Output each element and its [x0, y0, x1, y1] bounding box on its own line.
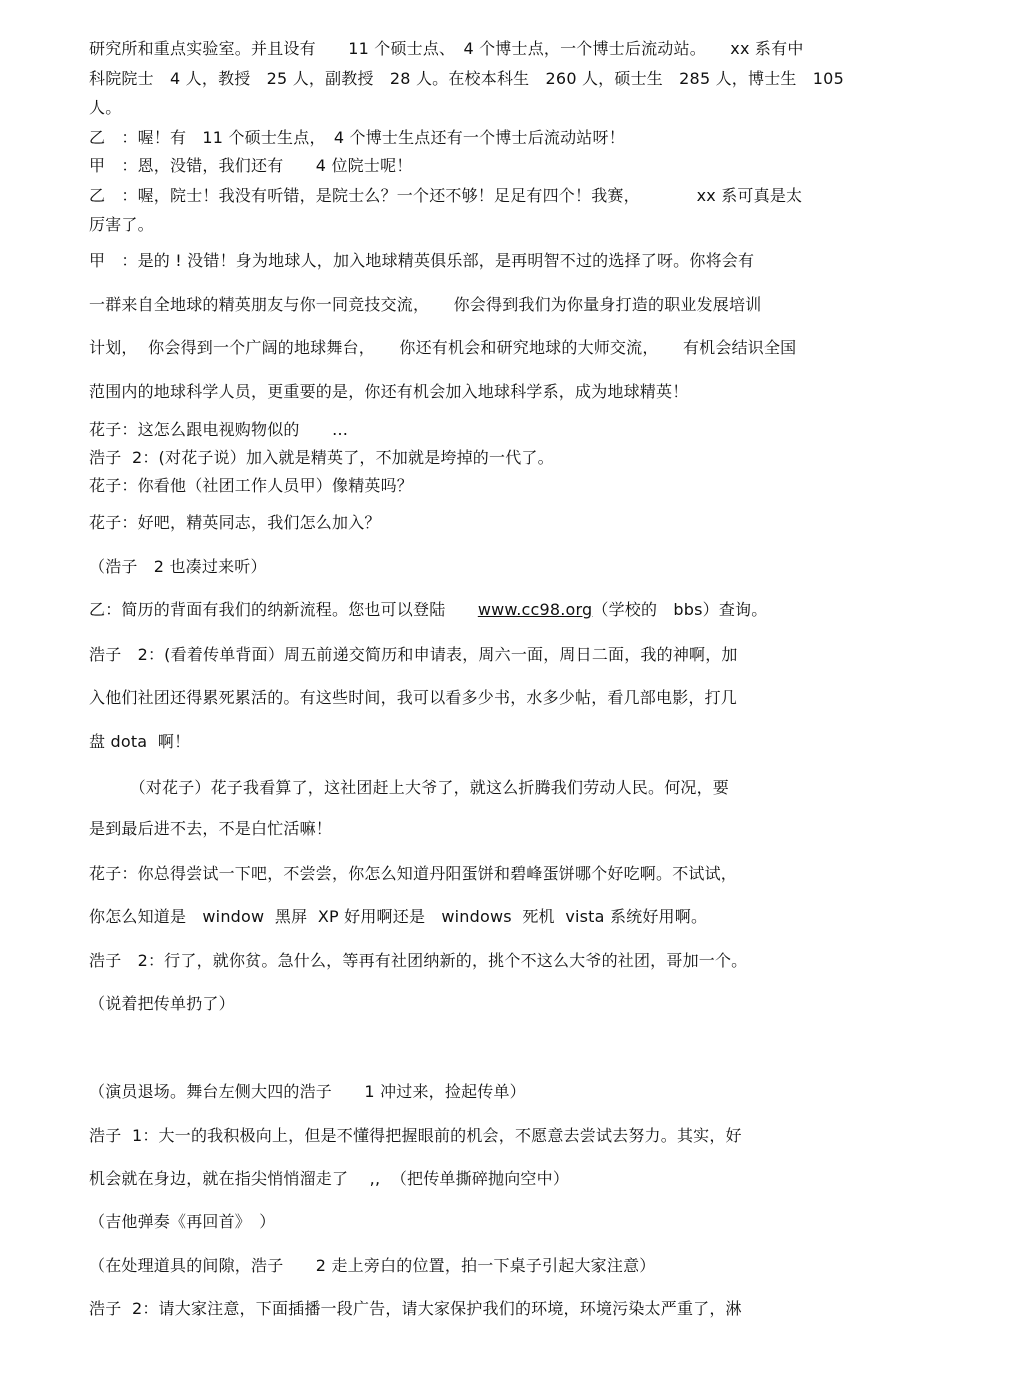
text-line: 浩子 2：请大家注意，下面插播一段广告，请大家保护我们的环境，环境污染太严重了，淋: [89, 1299, 742, 1318]
text-line: 花子：好吧，精英同志，我们怎么加入？: [89, 513, 381, 532]
text-line: 是到最后进不去，不是白忙活嘛！: [89, 819, 333, 838]
text-line: 花子：你总得尝试一下吧，不尝尝，你怎么知道丹阳蛋饼和碧峰蛋饼哪个好吃啊。不试试，: [89, 864, 738, 883]
text-line: （浩子 2 也凑过来听）: [89, 557, 267, 576]
text-line: 浩子 2：行了，就你贫。急什么，等再有社团纳新的，挑个不这么大爷的社团，哥加一个。: [89, 951, 748, 970]
text-line: 范围内的地球科学人员，更重要的是，你还有机会加入地球科学系，成为地球精英！: [89, 382, 689, 401]
text-line: 浩子 1：大一的我积极向上，但是不懂得把握眼前的机会，不愿意去尝试去努力。其实，好: [89, 1126, 742, 1145]
bbs-link[interactable]: www.cc98.org: [477, 600, 593, 619]
text-line: 一群来自全地球的精英朋友与你一同竞技交流， 你会得到我们为你量身打造的职业发展培训: [89, 295, 762, 314]
text-line: 乙 ：喔，院士！我没有听错，是院士么？一个还不够！足足有四个！我赛， xx 系可真是太: [89, 186, 803, 205]
text-line: （在处理道具的间隙，浩子 2 走上旁白的位置，拍一下桌子引起大家注意）: [89, 1256, 656, 1275]
text-line: （对花子）花子我看算了，这社团赶上大爷了，就这么折腾我们劳动人民。何况，要: [89, 778, 730, 797]
text-line: 科院院士 4 人，教授 25 人，副教授 28 人。在校本科生 260 人，硕士生 285 人，博士生 105: [89, 69, 844, 88]
text-line: （吉他弹奏《再回首》 ）: [89, 1212, 276, 1231]
text-segment: （学校的 bbs）查询。: [592, 600, 768, 619]
text-line: 乙 ：喔！有 11 个硕士生点， 4 个博士生点还有一个博士后流动站呀！: [89, 128, 625, 147]
text-line: 甲 ：恩，没错，我们还有 4 位院士呢！: [89, 156, 413, 175]
text-line: 花子：你看他（社团工作人员甲）像精英吗？: [89, 476, 414, 495]
text-segment: 乙：简历的背面有我们的纳新流程。您也可以登陆: [89, 600, 478, 619]
text-line: 计划， 你会得到一个广阔的地球舞台， 你还有机会和研究地球的大师交流， 有机会结识全国: [89, 338, 797, 357]
text-line: 浩子 2：(对花子说）加入就是精英了，不加就是垮掉的一代了。: [89, 448, 554, 467]
text-line: （演员退场。舞台左侧大四的浩子 1 冲过来，捡起传单）: [89, 1082, 526, 1101]
text-line: 机会就在身边，就在指尖悄悄溜走了 ,, （把传单撕碎抛向空中）: [89, 1169, 570, 1188]
text-line-with-link: [89, 600, 767, 620]
text-line: 甲 ：是的 ! 没错！身为地球人，加入地球精英俱乐部，是再明智不过的选择了呀。你将会有: [89, 251, 755, 270]
text-line: 你怎么知道是 window 黑屏 XP 好用啊还是 windows 死机 vista 系统好用啊。: [89, 907, 708, 926]
text-line: 厉害了。: [89, 215, 154, 234]
text-line: 花子：这怎么跟电视购物似的 …: [89, 420, 349, 439]
text-line: （说着把传单扔了）: [89, 994, 235, 1013]
text-line: 人。: [89, 98, 122, 117]
text-line: 研究所和重点实验室。并且设有 11 个硕士点、 4 个博士点，一个博士后流动站。 xx 系有中: [89, 39, 804, 58]
text-line: 浩子 2：(看着传单背面）周五前递交简历和申请表，周六一面，周日二面，我的神啊，加: [89, 645, 738, 664]
text-line: 盘 dota 啊！: [89, 732, 191, 751]
text-line: 入他们社团还得累死累活的。有这些时间，我可以看多少书，水多少帖，看几部电影，打几: [89, 688, 738, 707]
